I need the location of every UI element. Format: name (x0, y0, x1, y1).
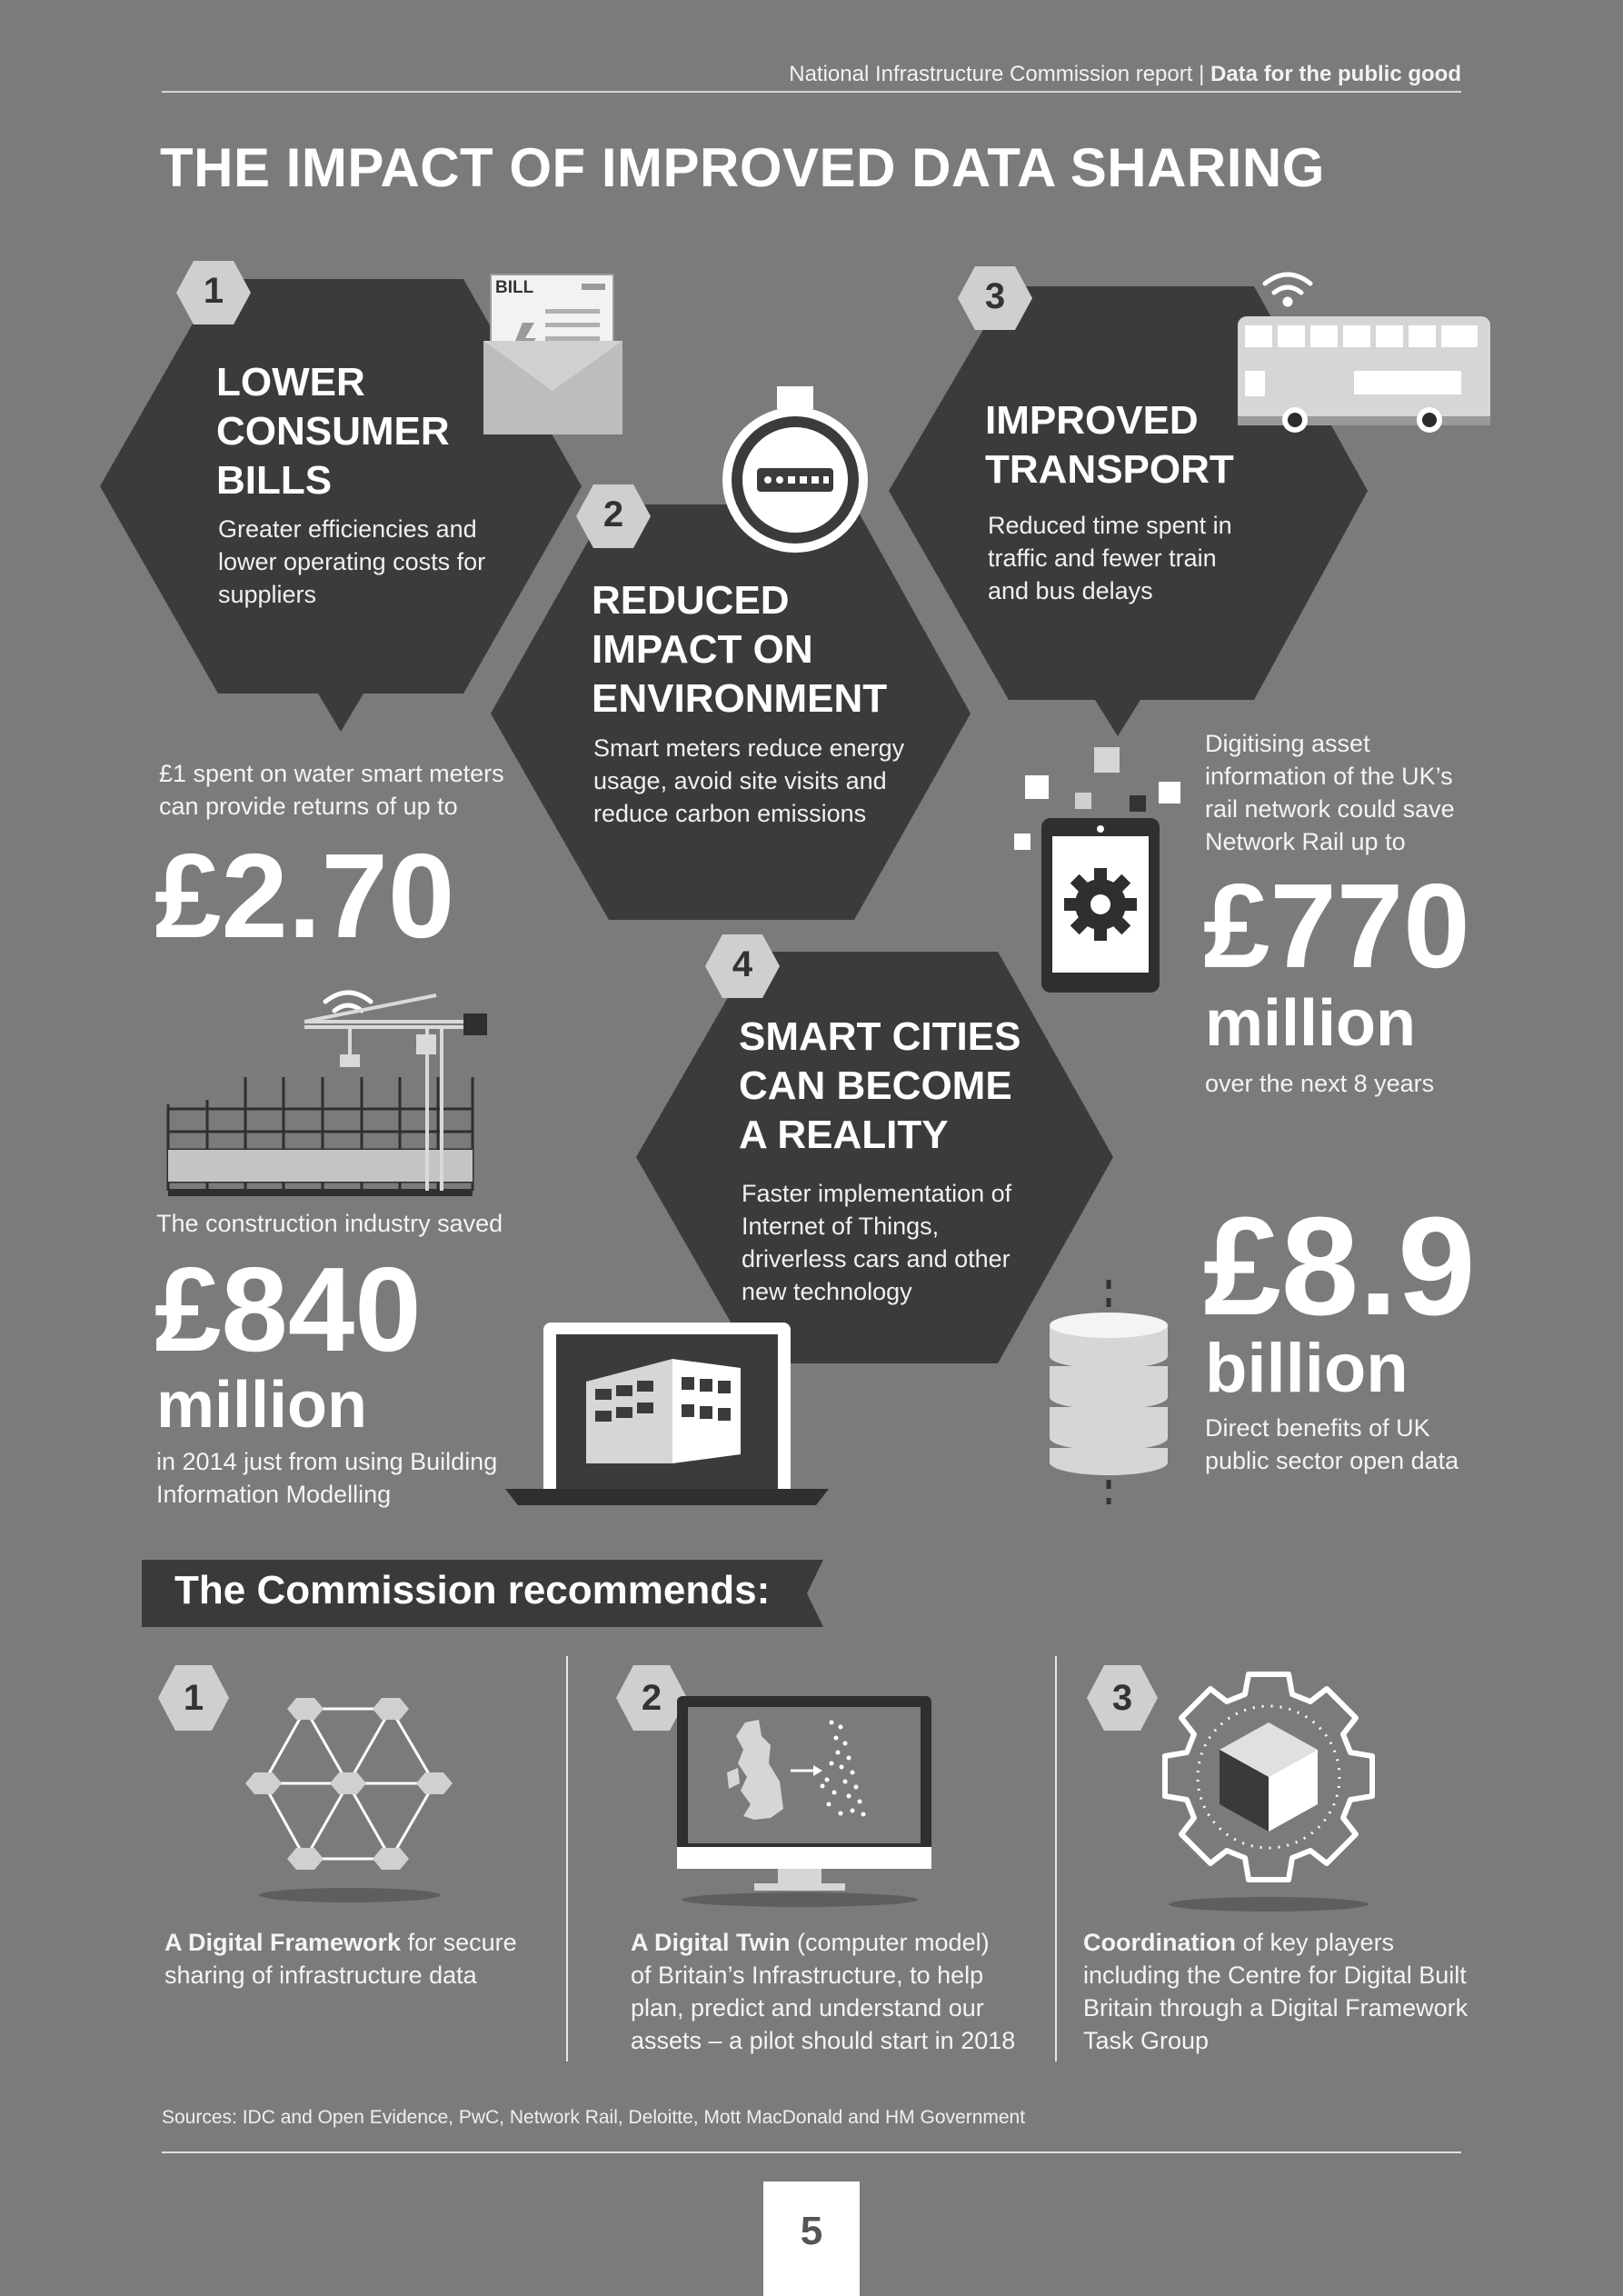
stat-rail-intro: Digitising asset information of the UK’s rail network could save Network Rail up to (1205, 730, 1455, 855)
stat-opendata-unit: billion (1205, 1330, 1409, 1407)
stat-construction-unit: million (156, 1369, 367, 1442)
header-rule (162, 91, 1461, 93)
impact-number-1: 1 (203, 271, 224, 311)
rec-text-1: A Digital Framework for secure sharing of infrastructure data (164, 1929, 517, 1989)
crane-building-icon (168, 993, 487, 1196)
stat-rail-value: £770 (1203, 859, 1470, 993)
rec-number-2: 2 (641, 1678, 662, 1718)
database-stack-icon (1050, 1280, 1168, 1504)
report-subtitle: Data for the public good (1210, 62, 1461, 86)
rec-number-1: 1 (183, 1678, 204, 1718)
recommends-heading: The Commission recommends: (174, 1568, 771, 1612)
impact-title-2: REDUCED IMPACT ON ENVIRONMENT (592, 578, 888, 721)
impact-number-2: 2 (602, 494, 624, 534)
impact-desc-3: Reduced time spent in traffic and fewer train and bus delays (988, 512, 1232, 604)
stat-construction-intro: The construction industry saved (156, 1210, 503, 1237)
gear-cube-icon (1165, 1674, 1372, 1912)
stopwatch-icon (722, 386, 868, 553)
rec-text-3: Coordination of key players including the Centre for Digital Built Britain through a Digital Framework Task Group (1083, 1929, 1469, 2054)
footer-rule (162, 2151, 1461, 2153)
stat-water-intro: £1 spent on water smart meters can provide returns of up to (159, 760, 504, 820)
network-hex-icon (245, 1698, 453, 1902)
page-number: 5 (763, 2181, 860, 2296)
bill-label: BILL (495, 278, 534, 297)
stat-rail-outro: over the next 8 years (1205, 1070, 1435, 1097)
stat-opendata-outro: Direct benefits of UK public sector open data (1205, 1414, 1459, 1474)
stat-rail-unit: million (1205, 987, 1416, 1060)
stat-water-value: £2.70 (154, 829, 455, 963)
report-name: National Infrastructure Commission report (789, 62, 1193, 86)
impact-desc-1: Greater efficiencies and lower operating costs for suppliers (218, 515, 486, 608)
impact-number-3: 3 (984, 276, 1006, 316)
monitor-uk-map-icon (677, 1696, 931, 1907)
impact-title-3: IMPROVED TRANSPORT (985, 398, 1234, 492)
wifi-icon (1265, 275, 1310, 304)
stat-opendata-value: £8.9 (1203, 1188, 1476, 1344)
impact-desc-2: Smart meters reduce energy usage, avoid site visits and reduce carbon emissions (593, 734, 905, 827)
stat-construction-outro: in 2014 just from using Building Information Modelling (156, 1448, 498, 1508)
impact-title-4: SMART CITIES CAN BECOME A REALITY (739, 1014, 1021, 1157)
rec-number-3: 3 (1111, 1678, 1133, 1718)
impact-number-4: 4 (732, 944, 753, 984)
sources-note: Sources: IDC and Open Evidence, PwC, Network Rail, Deloitte, Mott MacDonald and HM Government (162, 2107, 1026, 2128)
tablet-gear-icon (1014, 747, 1180, 993)
page-title: THE IMPACT OF IMPROVED DATA SHARING (160, 137, 1325, 198)
bill-envelope-icon (483, 275, 622, 434)
bus-icon (1238, 316, 1490, 433)
stat-construction-value: £840 (154, 1243, 422, 1376)
laptop-building-icon (505, 1323, 829, 1505)
impact-title-1: LOWER CONSUMER BILLS (216, 360, 450, 503)
impact-desc-4: Faster implementation of Internet of Things, driverless cars and other new technology (742, 1180, 1012, 1305)
report-header (789, 62, 1461, 87)
header-separator: | (1199, 62, 1205, 86)
rec-text-2: A Digital Twin (computer model) of Britain’s Infrastructure, to help plan, predict and understand our assets – a pilot should start in 2018 (631, 1929, 1016, 2054)
